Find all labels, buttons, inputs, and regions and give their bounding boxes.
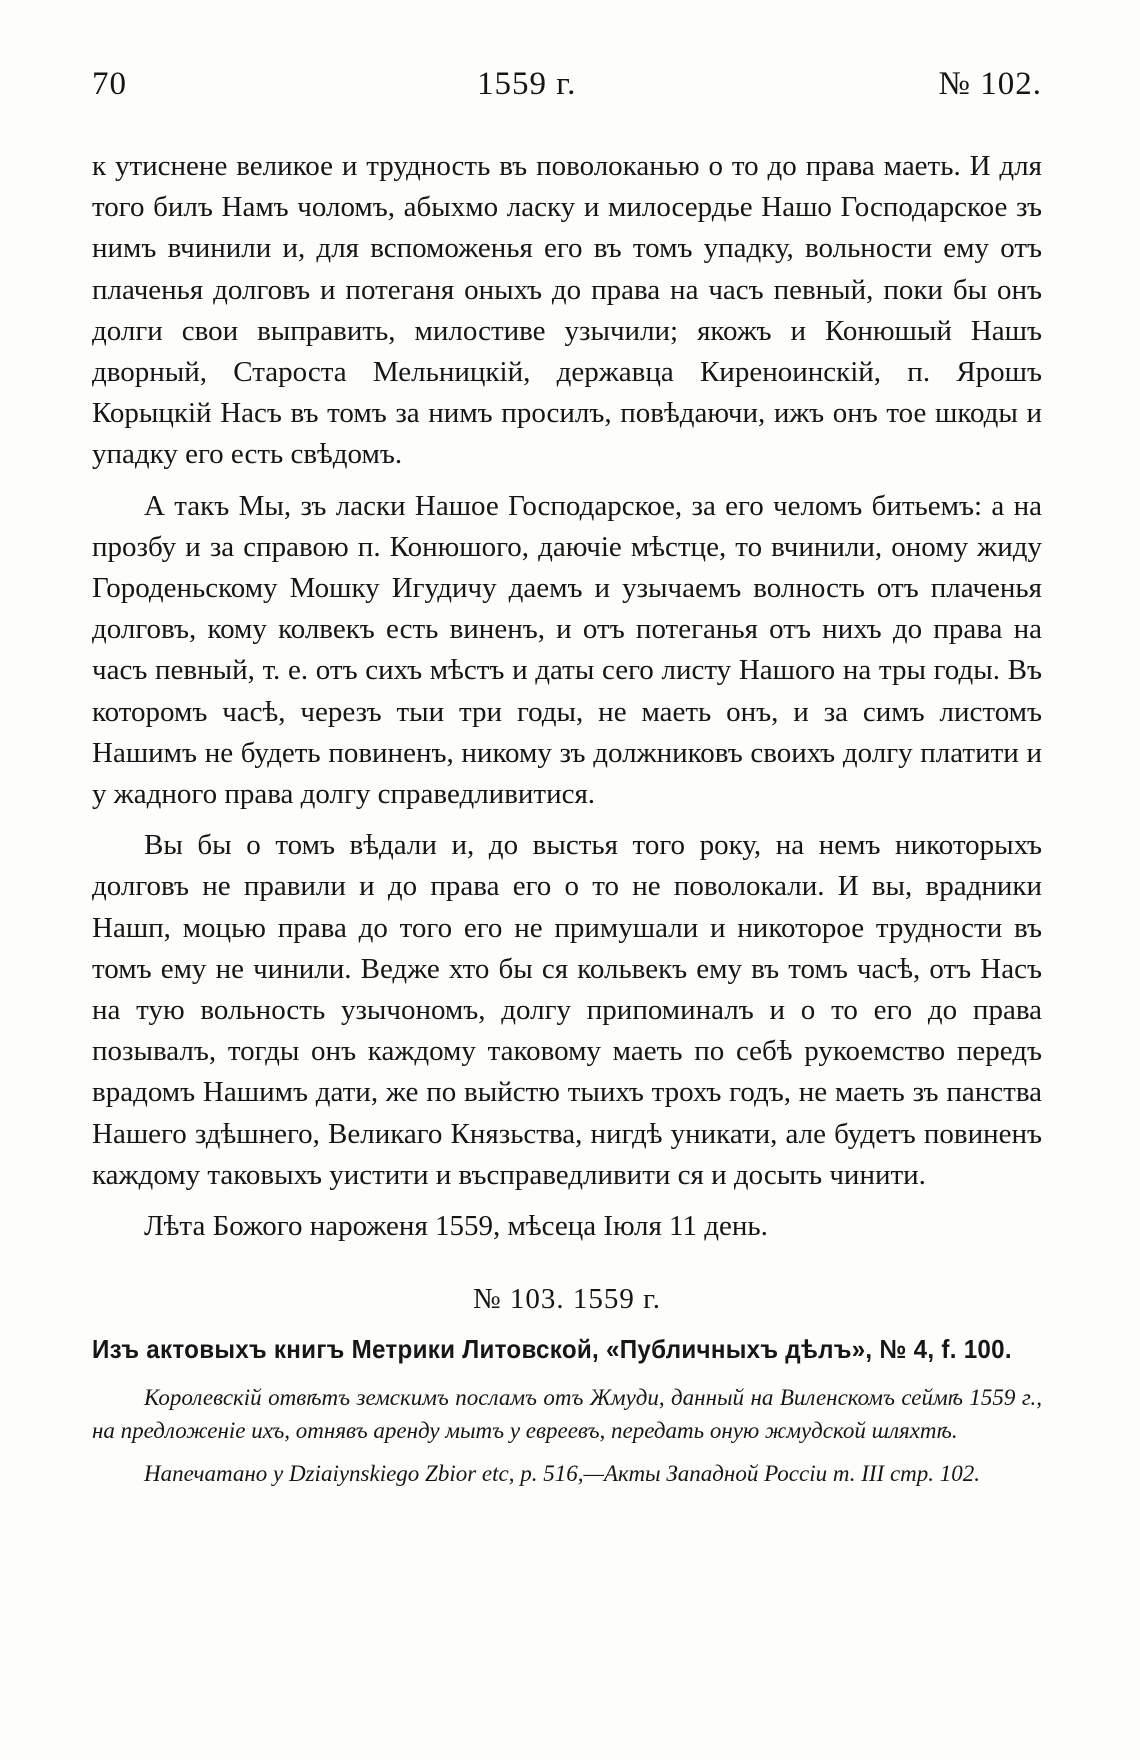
source-reference: Изъ актовыхъ книгъ Метрики Литовской, «Публичныхъ дѣлъ», № 4, f. 100.	[92, 1334, 1012, 1365]
next-document-heading: № 103. 1559 г.	[472, 1283, 662, 1316]
document-number: № 102.	[938, 66, 1042, 102]
date-line: Лѣта Божого нароженя 1559, мѣсеца Іюля 11 день.	[144, 1210, 768, 1243]
document-body	[92, 146, 1042, 1247]
document-page	[92, 58, 1042, 1490]
publication-note: Напечатано у Dziaіynskiego Zbior etc, p. 516,—Акты Западной Россіи т. III стр. 102.	[144, 1461, 981, 1487]
body-paragraph-3: Вы бы о томъ вѣдали и, до выстья того року, на немъ никоторыхъ долговъ не правили и до права его о то не поволокали. И вы, врадники Нашп, моцью права до того его не примушали и никоторое трудности въ томъ ему не чинили. Ведже хто бы ся кольвекъ ему въ томъ часѣ, отъ Насъ на тую вольность узычономъ, долгу припоминалъ и о то его до права позывалъ, тогды онъ каждому таковому маеть по себѣ рукоемство передъ врадомъ Нашимъ дати, же по выйстю тыихъ трохъ годъ, не маеть зъ панства Нашего здѣшнего, Великаго Князьства, нигдѣ уникати, але будетъ повиненъ каждому таковыхъ уистити и въсправедливити ся и досыть чинити.	[92, 829, 1042, 1191]
body-paragraph-2: А такъ Мы, зъ ласки Нашое Господарское, за его челомъ битьемъ: а на прозбу и за справою п. Конюшого, даючіе мѣстце, то вчинили, оному жиду Городеньскому Мошку Игудичу даемъ и узычаемъ волность отъ плаченья долговъ, кому колвекъ есть виненъ, и отъ потеганья отъ нихъ до права на часъ певный, т. е. отъ сихъ мѣстъ и даты сего листу Нашого на тры годы. Въ которомъ часѣ, черезъ тыи три годы, не маеть онъ, и за симъ листомъ Нашимъ не будеть повиненъ, никому зъ должниковъ своихъ долгу платити и у жадного права долгу справедливитися.	[92, 489, 1042, 811]
body-paragraph-1: к утиснене великое и трудность въ поволоканью о то до права маеть. И для того билъ Намъ чоломъ, абыхмо ласку и милосердье Нашо Господарское зъ нимъ вчинили и, для вспоможенья его въ томъ упадку, вольности ему отъ плаченья долговъ и потеганя оныхъ до права на часъ певный, поки бы онъ долги свои выправить, милостиве узычили; якожъ и Конюшый Нашъ дворный, Староста Мельницкій, державца Киреноинскій, п. Ярошъ Корыцкій Насъ въ томъ за нимъ просилъ, повѣдаючи, ижъ онъ тое шкоды и упадку его есть свѣдомъ.	[92, 150, 1042, 471]
document-summary: Королевскій отвѣтъ земскимъ посламъ отъ Жмуди, данный на Виленскомъ сеймѣ 1559 г., на предложеніе ихъ, отнявъ аренду мытъ у евреевъ, передать оную жмудской шляхтѣ.	[92, 1385, 1042, 1444]
header-year: 1559 г.	[477, 66, 577, 102]
page-number: 70	[92, 66, 127, 102]
page-header	[92, 58, 1042, 108]
